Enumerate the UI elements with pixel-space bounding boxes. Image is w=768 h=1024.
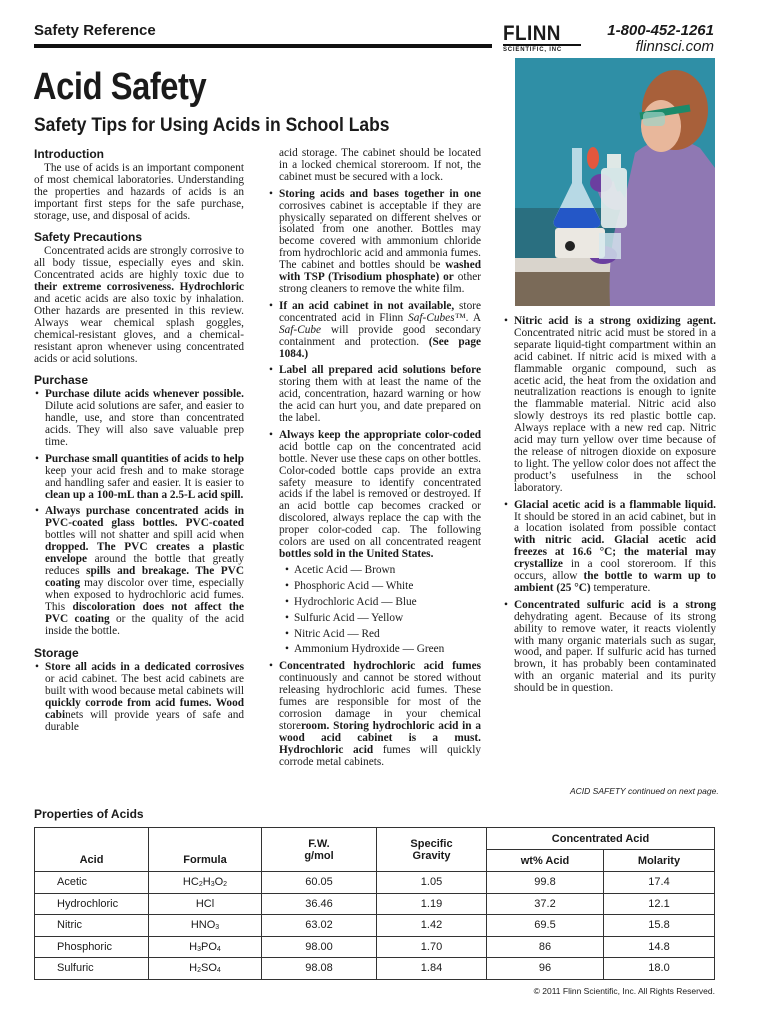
cell-formula: $HNO_3$	[149, 915, 262, 937]
table-row	[35, 936, 715, 958]
cell-wt: 37.2	[487, 893, 604, 915]
section-label: Safety Reference	[34, 22, 156, 39]
cell-formula: $H_3PO_4$	[149, 936, 262, 958]
cell-wt: 69.5	[487, 915, 604, 937]
cell-fw: 63.02	[262, 915, 377, 937]
col-header-concentrated: Concentrated Acid	[487, 828, 715, 850]
table-row	[35, 915, 715, 937]
cell-acid: Acetic	[35, 872, 149, 894]
col-header-formula: Formula	[149, 828, 262, 872]
phone-number: 1-800-452-1261	[607, 22, 714, 39]
purchase-heading: Purchase	[34, 373, 89, 388]
list-item: • Purchase small quantities of acids to help keep your acid fresh and to make storage and handling safer and easier. It is easier to clean up a 100-mL than a 2.5-L acid spill.	[35, 452, 244, 501]
cell-fw: 60.05	[262, 872, 377, 894]
copyright: © 2011 Flinn Scientific, Inc. All Rights Reserved.	[533, 986, 715, 996]
cap-color-item: • Sulfuric Acid — Yellow	[285, 611, 404, 624]
cell-formula: $H_2SO_4$	[149, 958, 262, 980]
col-header-fw: F.W. g/mol	[262, 828, 377, 872]
table-title: Properties of Acids	[34, 807, 144, 821]
cell-acid: Phosphoric	[35, 936, 149, 958]
list-item: • Nitric acid is a strong oxidizing agent. Concentrated nitric acid must be stored in a separate liquid-tight compartment within an acid cabinet. If nitric acid is mixed with a flammable organic compound, such as acetic acid, the heat from the oxidation and neutralization reactions is enough to ignite the flammable material. Nitric acid also slowly destroys its red plastic bottle cap. Always replace with a new red cap. Nitric acid may turn yellow over time because of the release of nitrogen dioxide on exposure to light. The yellow color does not affect the product’s usefulness in the school laboratory.	[504, 315, 716, 494]
list-item: • Always keep the appropriate color-coded acid bottle cap on the concentrated acid bottle. Never use these caps on other bottles. Color-coded bottle caps provide an extra safety measure to identify concentrated acids if the label is removed or destroyed. If an acid bottle cap becomes cracked or discolored, always replace the cap with the proper color-coded cap. The following colors are used on all concentrated reagent bottles sold in the United States. • Acetic Acid — Brown • Phosphoric Acid — White • Hydrochloric Acid — Blue • Sulfuric Acid — Yellow • Nitric Acid — Red • Ammonium Hydroxide — Green	[269, 428, 481, 656]
acid-properties-table	[34, 827, 715, 980]
page-title: Acid Safety	[33, 66, 207, 108]
table-row	[35, 893, 715, 915]
cell-sg: 1.05	[377, 872, 487, 894]
website-link[interactable]: flinnsci.com	[635, 38, 714, 55]
cell-wt: 99.8	[487, 872, 604, 894]
cap-color-list	[279, 565, 481, 656]
cell-acid: Sulfuric	[35, 958, 149, 980]
cell-wt: 96	[487, 958, 604, 980]
list-item: • Concentrated hydrochloric acid fumes continuously and cannot be stored without releasing hydrochloric acid fumes. These fumes are responsible for most of the corrosion damage in your chemical storeroom. Storing hydrochloric acid in a wood acid cabinet is a must. Hydrochloric acid fumes will quickly corrode metal cabinets.	[269, 660, 481, 768]
list-item: • Store all acids in a dedicated corrosives or acid cabinet. The best acid cabinets are built with wood because metal cabinets will quickly corrode from acid fumes. Wood cabinets will provide years of safe and durable	[35, 661, 244, 733]
cell-formula: HCl	[149, 893, 262, 915]
cell-sg: 1.19	[377, 893, 487, 915]
list-item: • Glacial acetic acid is a flammable liquid. It should be stored in an acid cabinet, but in a location isolated from possible contact with nitric acid. Glacial acetic acid freezes at 16.6 °C; the material may crystallize in a cool storeroom. If this occurs, allow the bottle to warm up to ambient (25 °C) temperature.	[504, 498, 716, 594]
logo-wordmark: FLINN	[503, 22, 561, 45]
cell-acid: Hydrochloric	[35, 893, 149, 915]
table-row	[35, 958, 715, 980]
cap-color-item: • Acetic Acid — Brown	[285, 563, 396, 576]
col-header-specific-gravity: Specific Gravity	[377, 828, 487, 872]
cell-molarity: 14.8	[604, 936, 715, 958]
cap-color-item: • Ammonium Hydroxide — Green	[285, 643, 445, 656]
table-row	[35, 872, 715, 894]
cell-acid: Nitric	[35, 915, 149, 937]
col-header-wt: wt% Acid	[487, 850, 604, 872]
col-header-molarity: Molarity	[604, 850, 715, 872]
cap-color-item: • Phosphoric Acid — White	[285, 579, 414, 592]
cell-molarity: 15.8	[604, 915, 715, 937]
cell-fw: 98.08	[262, 958, 377, 980]
logo-subtitle: SCIENTIFIC, INC	[503, 44, 581, 53]
cap-color-item: • Hydrochloric Acid — Blue	[285, 595, 417, 608]
intro-heading: Introduction	[34, 147, 104, 161]
cell-wt: 86	[487, 936, 604, 958]
cell-formula: $HC_2H_3O_2$	[149, 872, 262, 894]
storage-continued: acid storage. The cabinet should be located in a locked chemical storeroom. If not, the cabinet must be secured with a lock.	[279, 147, 481, 183]
col-header-acid: Acid	[35, 828, 149, 872]
list-item: • Purchase dilute acids whenever possible. Dilute acid solutions are safer, and easier to handle, use, and store than concentrated acids. They will also save valuable prep time.	[35, 388, 244, 448]
flinn-logo	[503, 24, 581, 53]
list-item: • Label all prepared acid solutions before storing them with at least the name of the acid, concentration, hazard warning or how the acid can hurt you, and date prepared on the label.	[269, 364, 481, 425]
precautions-paragraph: Concentrated acids are strongly corrosive to all body tissue, especially eyes and skin. Concentrated acids are highly toxic due to their extreme corrosiveness. Hydrochloric and acetic acids are also toxic by inhalation. Other hazards are presented in this review. Always wear chemical splash goggles, chemical-resistant gloves, and a chemical-resistant apron whenever using concentrated acids or acid solutions.	[34, 245, 244, 365]
cell-sg: 1.84	[377, 958, 487, 980]
list-item: • Storing acids and bases together in one corrosives cabinet is acceptable if they are physically separated on different shelves or isolated from one another. Bottles may become covered with ammonium chloride from hydrochloric acid and ammonia fumes. The cabinet and bottles should be washed with TSP (Trisodium phosphate) or other strong cleaners to remove the white film.	[269, 187, 481, 295]
column-2	[268, 148, 481, 774]
continued-note: ACID SAFETY continued on next page.	[570, 786, 719, 796]
list-item: • Concentrated sulfuric acid is a strong dehydrating agent. Because of its strong ability to remove water, it reacts violently with many organic materials such as sugar, wood, and paper. If sulfuric acid has turned brown, it has probably been contaminated with an organic material and its purity should be in question.	[504, 598, 716, 695]
lab-photo	[515, 58, 715, 306]
cell-fw: 98.00	[262, 936, 377, 958]
column-1	[34, 149, 244, 739]
header-rule	[34, 44, 492, 48]
storage-heading: Storage	[34, 646, 79, 661]
list-item: • If an acid cabinet in not available, store concentrated acid in Flinn Saf-Cubes™. A Saf-Cube will provide good secondary containment and protection. (See page 1084.)	[269, 299, 481, 360]
list-item: • Always purchase concentrated acids in PVC-coated glass bottles. PVC-coated bottles will not shatter and spill acid when dropped. The PVC creates a plastic envelope around the bottle that greatly reduces spills and breakage. The PVC coating may discolor over time, especially when exposed to hydrochloric acid fumes. This discoloration does not affect the PVC coating or the quality of the acid inside the bottle.	[35, 505, 245, 637]
page-subtitle: Safety Tips for Using Acids in School Labs	[34, 115, 390, 136]
precautions-heading: Safety Precautions	[34, 230, 143, 245]
cell-sg: 1.70	[377, 936, 487, 958]
column-3	[503, 316, 716, 700]
intro-paragraph: The use of acids is an important component of most chemical laboratories. Understanding the properties and hazards of acids is an important first steps for the safe purchase, storage, use, and disposal of acids.	[34, 161, 244, 222]
cell-molarity: 17.4	[604, 872, 715, 894]
cell-sg: 1.42	[377, 915, 487, 937]
cell-molarity: 12.1	[604, 893, 715, 915]
cell-molarity: 18.0	[604, 958, 715, 980]
cell-fw: 36.46	[262, 893, 377, 915]
cap-color-item: • Nitric Acid — Red	[285, 627, 380, 640]
